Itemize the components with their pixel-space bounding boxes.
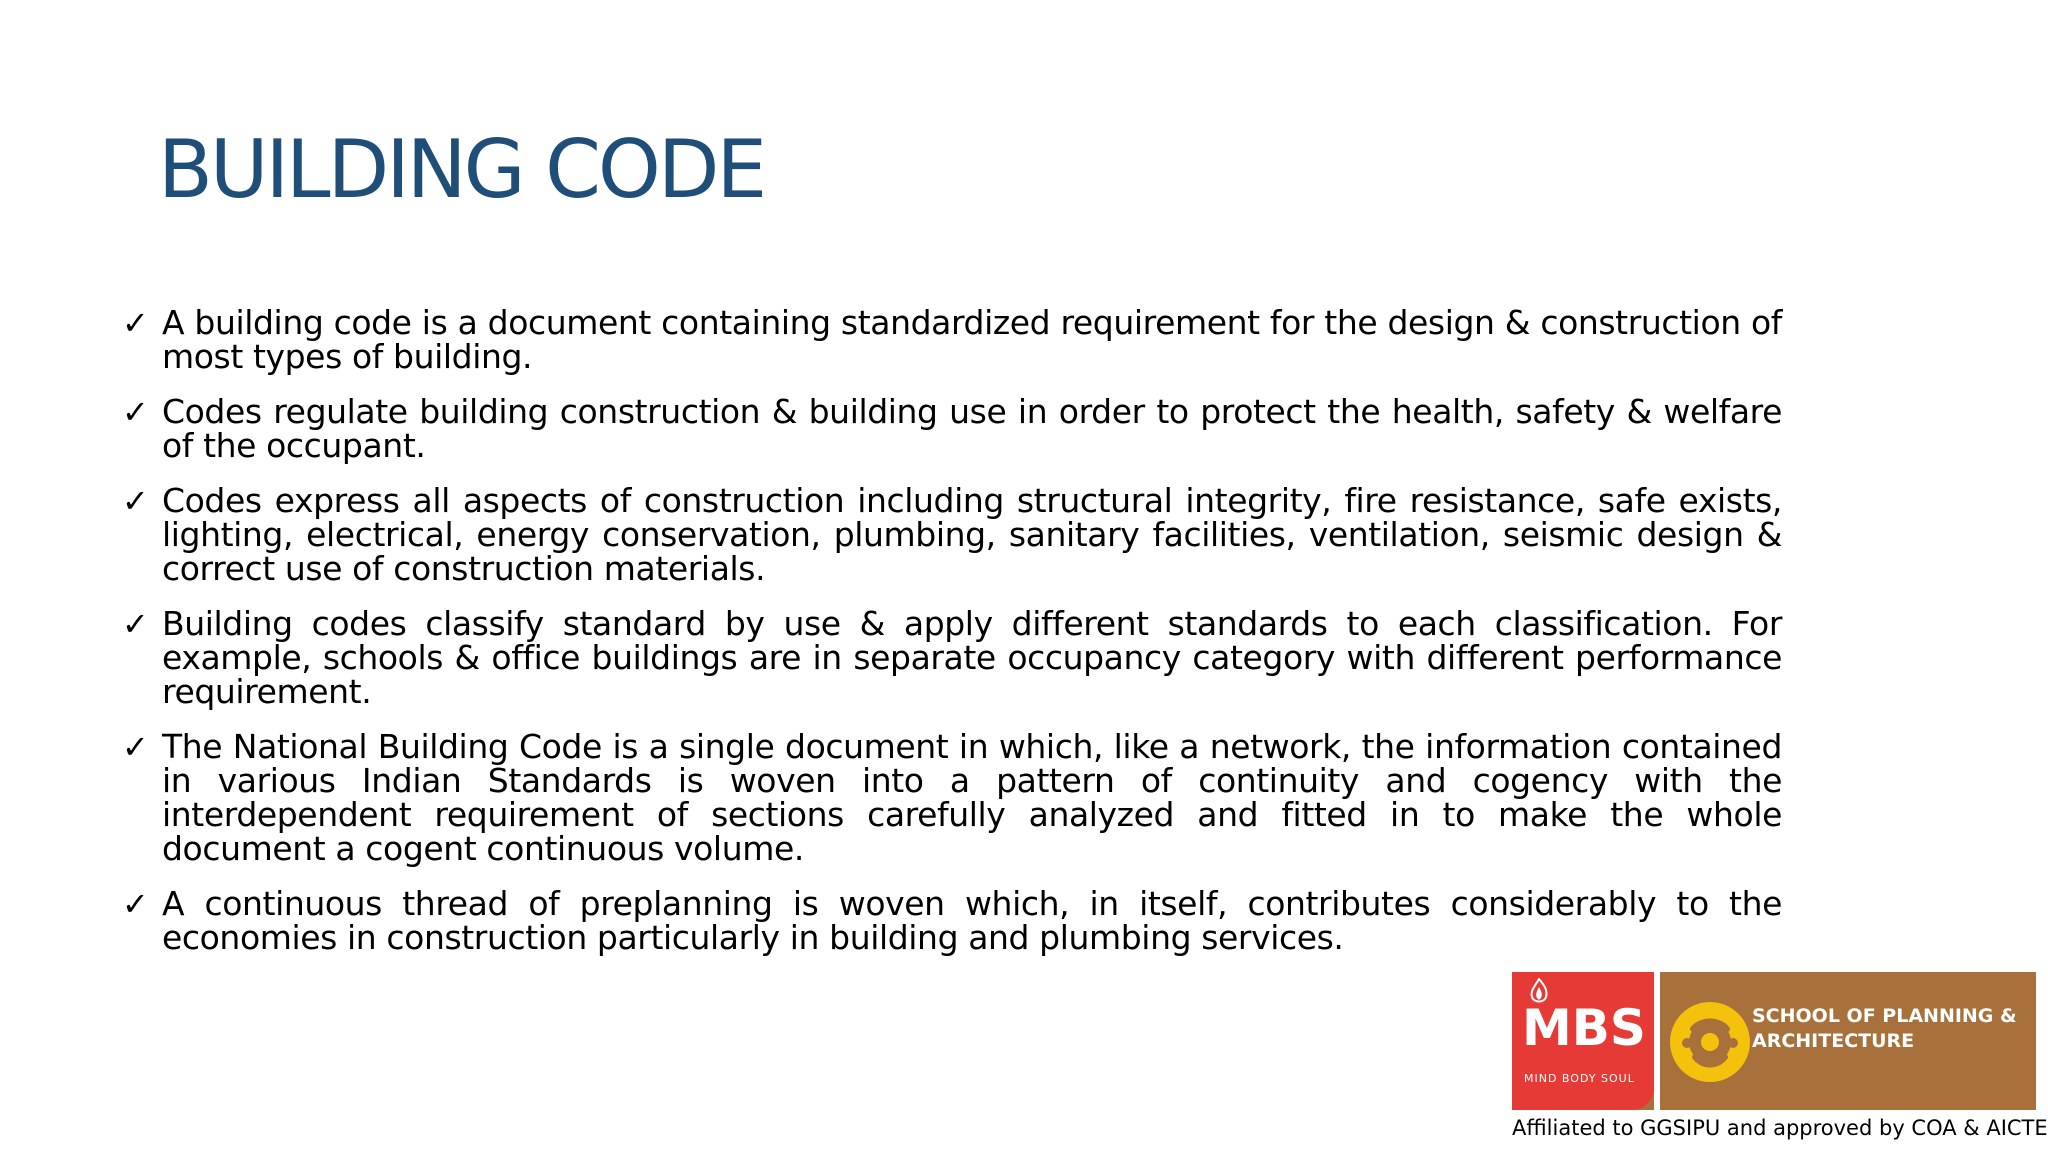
bullet-text: A continuous thread of preplanning is woven which, in itself, contributes considerably to the economies in construction particularly in building and plumbing services. [162, 884, 1782, 957]
school-logo-banner [1512, 972, 2036, 1110]
check-icon: ✓ [122, 605, 149, 643]
school-name-line: SCHOOL OF PLANNING & [1752, 1005, 2017, 1027]
check-icon: ✓ [122, 482, 149, 520]
check-icon: ✓ [122, 393, 149, 431]
bullet-list [122, 303, 1782, 976]
check-icon: ✓ [122, 885, 149, 923]
mbs-wordmark: MBS [1522, 999, 1646, 1057]
bullet-text: A building code is a document containing standardized requirement for the design & construction of most types of building. [162, 303, 1782, 376]
bullet-item [122, 303, 1782, 376]
bullet-text: Codes regulate building construction & building use in order to protect the health, safety & welfare of the occupant. [162, 392, 1782, 465]
bullet-text: The National Building Code is a single document in which, like a network, the information contained in various Indian Standards is woven into a pattern of continuity and cogency with the interdependent requirement of sections carefully analyzed and fitted in to make the whole document a cogent continuous volume. [162, 727, 1782, 868]
bullet-item [122, 481, 1782, 588]
spa-emblem-icon [1667, 999, 1753, 1085]
mbs-tagline: MIND BODY SOUL [1524, 1072, 1635, 1085]
slide-title: BUILDING CODE [158, 123, 765, 216]
bullet-item [122, 604, 1782, 711]
check-icon: ✓ [122, 728, 149, 766]
affiliation-note: Affiliated to GGSIPU and approved by COA & AICTE [1512, 1116, 2048, 1140]
bullet-item [122, 884, 1782, 957]
check-icon: ✓ [122, 304, 149, 342]
school-name [1752, 1004, 2032, 1054]
bullet-text: Codes express all aspects of construction including structural integrity, fire resistance, safe exists, lighting, electrical, energy conservation, plumbing, sanitary facilities, ventilation, seismic design & correct use of construction materials. [162, 481, 1782, 588]
logo-divider [1654, 972, 1660, 1110]
bullet-item [122, 727, 1782, 868]
mbs-logo [1512, 972, 1654, 1110]
bullet-text: Building codes classify standard by use & apply different standards to each classification. For example, schools & office buildings are in separate occupancy category with different performance requirement. [162, 604, 1782, 711]
bullet-item [122, 392, 1782, 465]
school-name-line: ARCHITECTURE [1752, 1030, 1915, 1052]
